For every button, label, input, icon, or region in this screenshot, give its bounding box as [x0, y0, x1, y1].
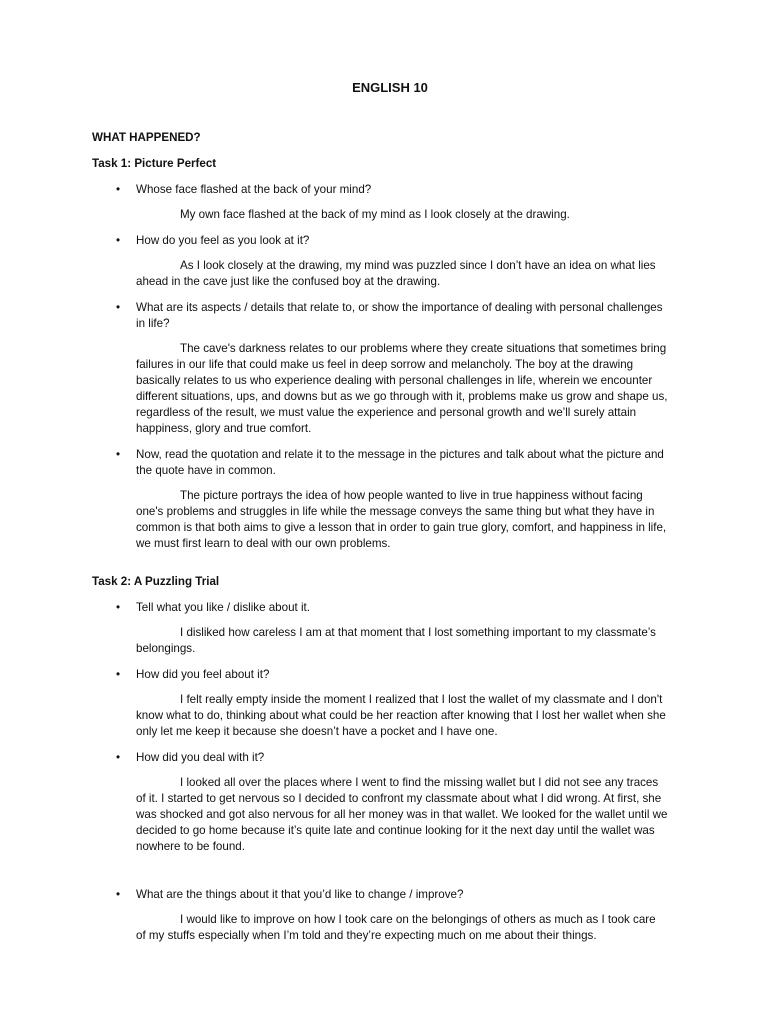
answer-text: I felt really empty inside the moment I realized that I lost the wallet of my classmate and I don't know what to do, thinking about what could be her reaction after knowing that I lost her wallet when she only let me keep it because she doesn’t have a pocket and I have one.	[136, 693, 666, 738]
question-item	[92, 233, 668, 249]
task1-item	[92, 233, 668, 290]
answer-text: My own face flashed at the back of my mind as I look closely at the drawing.	[180, 208, 570, 221]
question-text: What are the things about it that you’d like to change / improve?	[136, 888, 464, 901]
question-text: Tell what you like / dislike about it.	[136, 601, 310, 614]
task2-item	[92, 667, 668, 740]
bullet-icon: •	[116, 751, 121, 764]
question-text: What are its aspects / details that relate to, or show the importance of dealing with personal challenges in life?	[136, 301, 663, 330]
bullet-icon: •	[116, 668, 121, 681]
question-item	[92, 300, 668, 332]
question-text: How did you feel about it?	[136, 668, 270, 681]
question-item	[92, 667, 668, 683]
question-text: Whose face flashed at the back of your mind?	[136, 183, 372, 196]
question-item	[92, 182, 668, 198]
bullet-icon: •	[116, 601, 121, 614]
task1-item	[92, 300, 668, 437]
task2-item	[92, 887, 668, 944]
question-item	[92, 750, 668, 766]
answer-text: As I look closely at the drawing, my mind was puzzled since I don’t have an idea on what lies ahead in the cave just like the confused boy at the drawing.	[136, 259, 656, 288]
task2-item	[92, 750, 668, 855]
bullet-icon: •	[116, 888, 121, 901]
task1-item	[92, 447, 668, 552]
answer-text: I looked all over the places where I went to find the missing wallet but I did not see any traces of it. I started to get nervous so I decided to confront my classmate about what I did wrong. At first, she was shocked and got also nervous for all her money was in that wallet. We looked for the wallet until we decided to go home because it’s quite late and continue looking for it the next day until the wallet was nowhere to be found.	[136, 776, 668, 853]
answer-text: The cave's darkness relates to our problems where they create situations that sometimes bring failures in our life that could make us feel in deep sorrow and melancholy. The boy at the drawing basically relates to us who experience dealing with personal challenges in life, wherein we encounter different situations, ups, and downs but as we go through with it, problems make us grow and shape us, regardless of the result, we must value the experience and personal growth and we’ll surely attain happiness, glory and true comfort.	[136, 342, 668, 435]
question-item	[92, 887, 668, 903]
bullet-icon: •	[116, 448, 121, 461]
question-item	[92, 600, 668, 616]
question-item	[92, 447, 668, 479]
question-text: Now, read the quotation and relate it to the message in the pictures and talk about what the picture and the quote have in common.	[136, 448, 664, 477]
answer-text: I would like to improve on how I took care on the belongings of others as much as I took care of my stuffs especially when I’m told and they’re expecting much on me about their things.	[136, 913, 656, 942]
document-title: ENGLISH 10	[352, 80, 428, 95]
section-heading: WHAT HAPPENED?	[92, 131, 201, 144]
answer-text: I disliked how careless I am at that moment that I lost something important to my classmate’s belongings.	[136, 626, 656, 655]
task2-item	[92, 600, 668, 657]
spacer	[92, 865, 668, 887]
bullet-icon: •	[116, 183, 121, 196]
answer-text: The picture portrays the idea of how people wanted to live in true happiness without facing one's problems and struggles in life while the message conveys the same thing but what they have in common is that both aims to give a lesson that in order to gain true glory, comfort, and happiness in life, we must first learn to deal with our own problems.	[136, 489, 667, 550]
task2-heading: Task 2: A Puzzling Trial	[92, 575, 220, 588]
bullet-icon: •	[116, 301, 121, 314]
question-text: How did you deal with it?	[136, 751, 265, 764]
question-text: How do you feel as you look at it?	[136, 234, 310, 247]
task1-item	[92, 182, 668, 223]
task1-heading: Task 1: Picture Perfect	[92, 157, 217, 170]
bullet-icon: •	[116, 234, 121, 247]
